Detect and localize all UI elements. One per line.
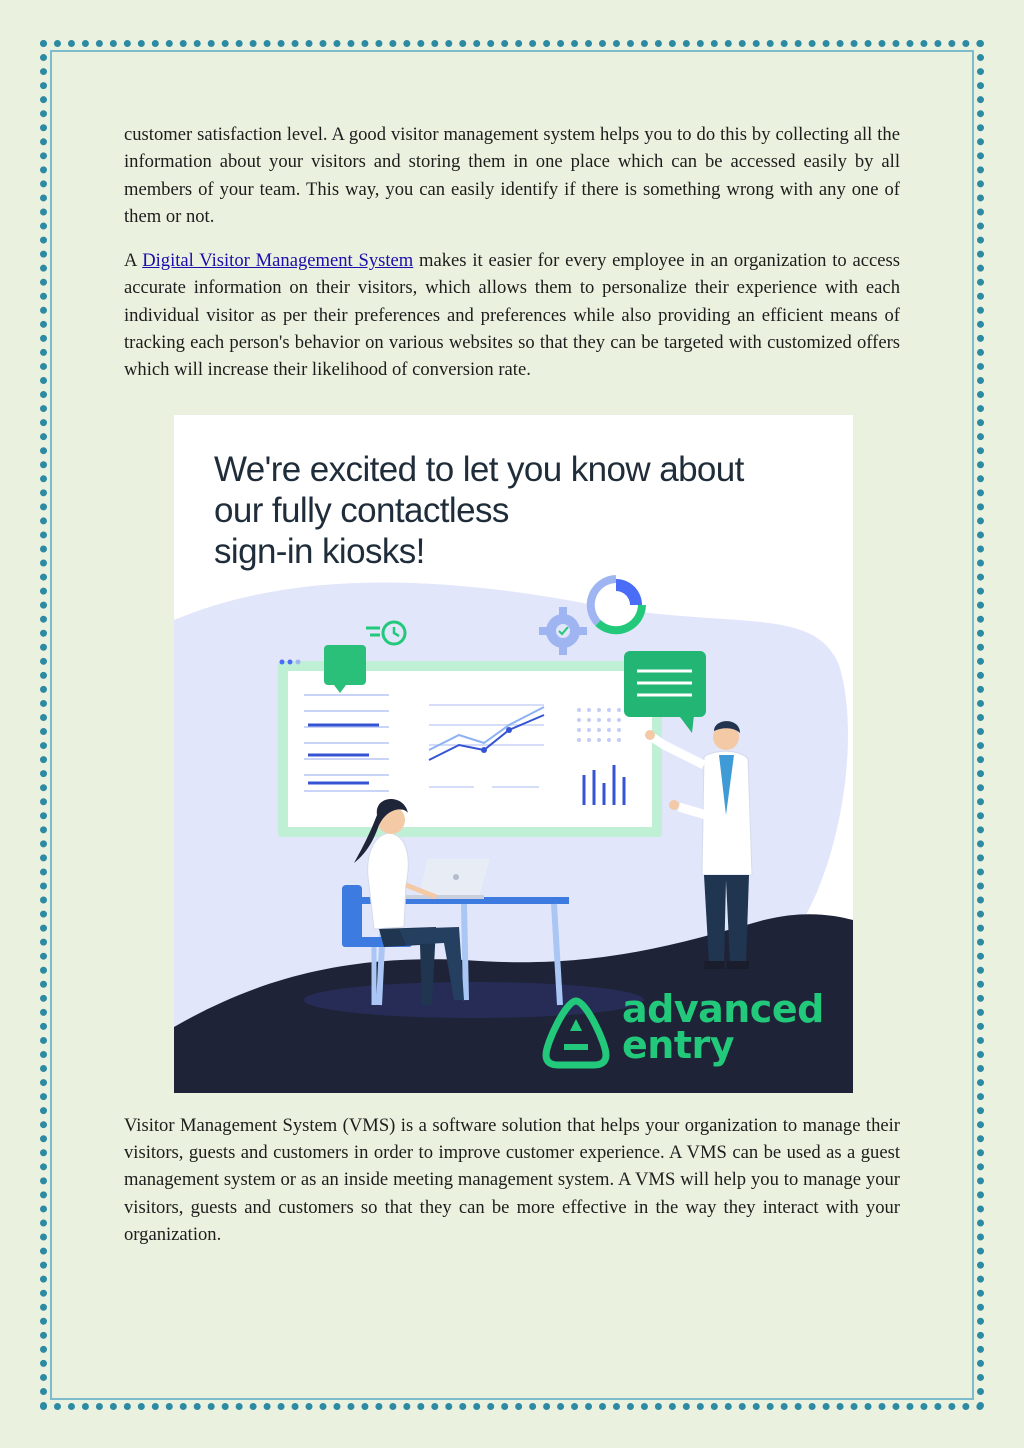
- brand-line-2: entry: [622, 1022, 735, 1067]
- headline-line-2: our fully contactless: [214, 490, 509, 530]
- pie-chart-icon: [590, 579, 642, 631]
- paragraph-2-prefix: A: [124, 250, 143, 272]
- headline-line-1: We're excited to let you know about: [214, 449, 744, 489]
- floor-shadow: [304, 982, 644, 1018]
- brand-wordmark: [622, 986, 824, 1067]
- paragraph-2-text: makes it easier for every employee in an organization to access accurate information on their visitors, which allows them to personalize their experience with each individual visitor as per their preferences and preferences while also providing an efficient means of tracking each person's behavior on various websites so that they can be targeted with customized offers which will increase their likelihood of conversion rate.: [124, 250, 900, 381]
- digital-vms-link[interactable]: Digital Visitor Management System: [142, 250, 414, 272]
- paragraph-3: Visitor Management System (VMS) is a software solution that helps your organization to manage their visitors, guests and customers in order to improve customer experience. A VMS can be used as a guest management system or as an inside meeting management system. A VMS will help you to manage your visitors, guests and customers so that they can be more effective in the way they interact with your organization.: [124, 1114, 900, 1245]
- paragraph-2: [124, 247, 900, 383]
- kiosk-promo-image: [174, 415, 853, 1093]
- headline-line-3: sign-in kiosks!: [214, 531, 425, 571]
- page-content: [124, 121, 900, 1248]
- paragraph-1: customer satisfaction level. A good visitor management system helps you to do this by collecting all the information about your visitors and storing them in one place which can be accessed easily by all members of your team. This way, you can easily identify if there is something wrong with any one of them or not.: [124, 124, 900, 227]
- promo-headline: [214, 449, 814, 572]
- brand-line-1: advanced: [622, 986, 824, 1031]
